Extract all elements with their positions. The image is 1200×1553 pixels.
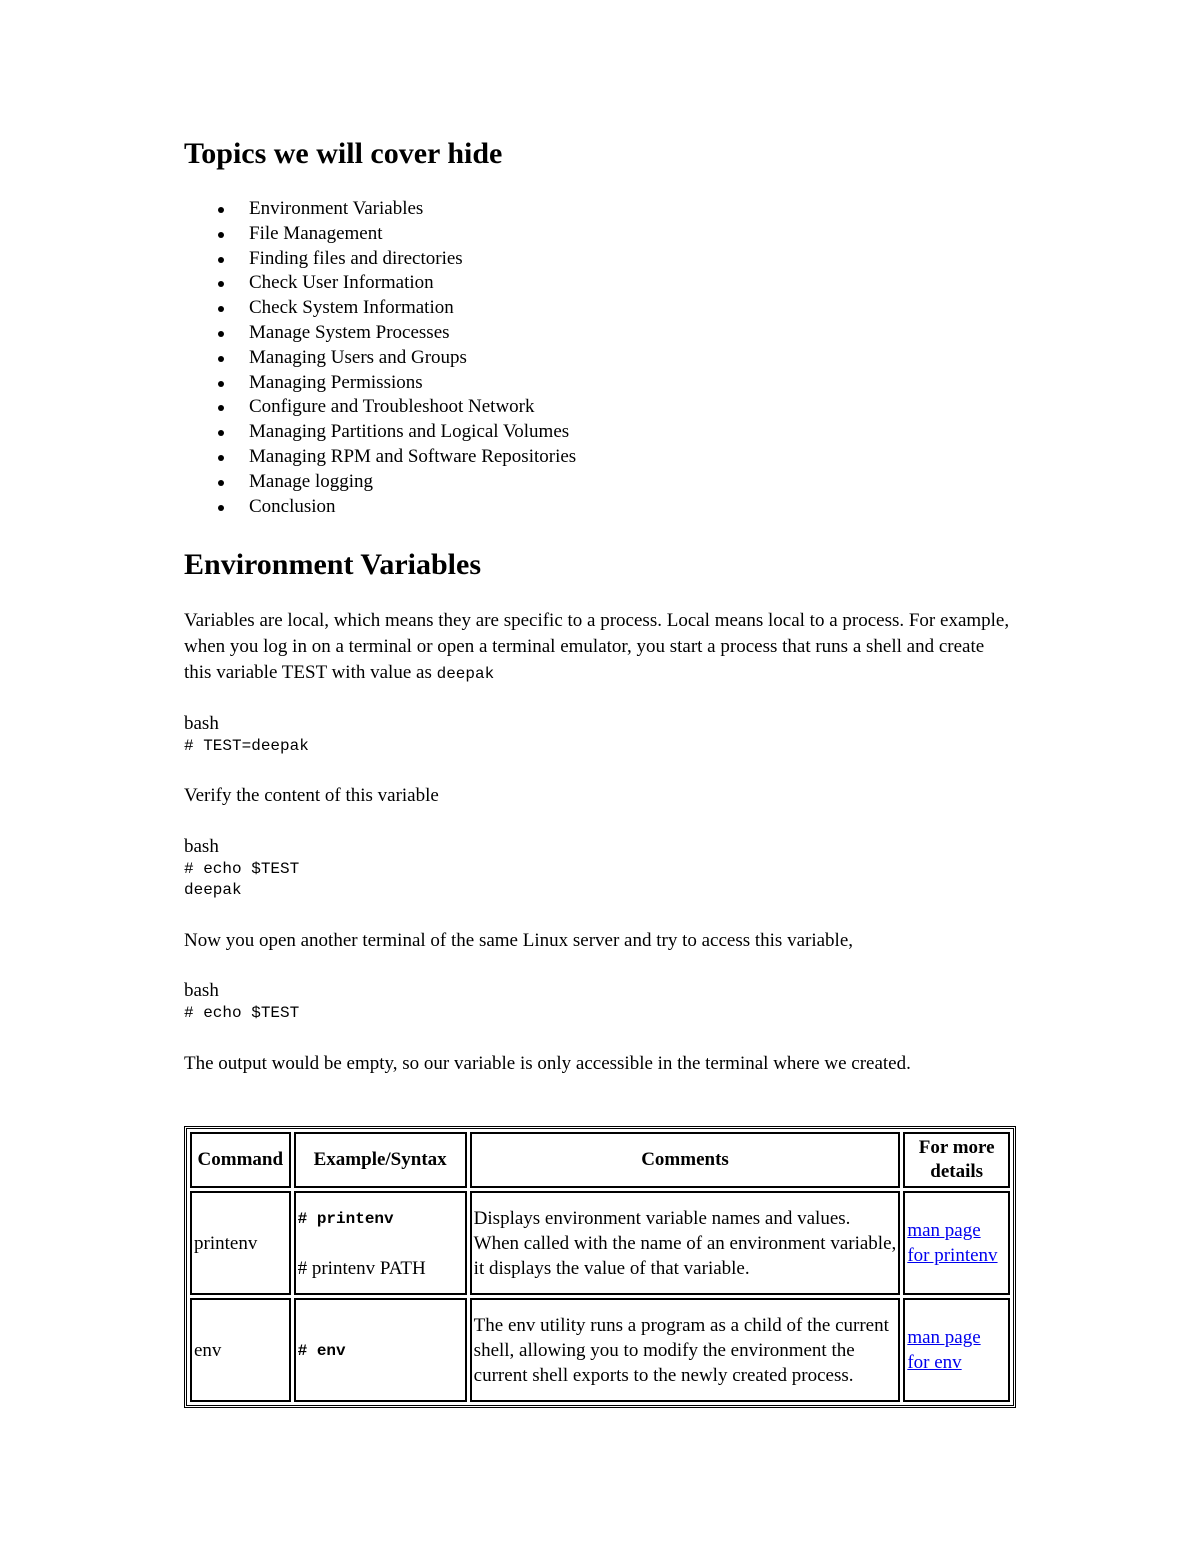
code-line: # echo $TEST xyxy=(184,1004,300,1022)
command-cell: env xyxy=(190,1298,291,1402)
header-command: Command xyxy=(190,1132,291,1188)
topics-list xyxy=(184,197,576,519)
comments-cell: The env utility runs a program as a child of the current shell, allowing you to modify the environment the current shell exports to the newly created process. xyxy=(470,1298,901,1402)
example-cell xyxy=(294,1298,467,1402)
topics-heading: Topics we will cover hide xyxy=(184,137,503,170)
details-cell xyxy=(903,1298,1010,1402)
code-language-label: bash xyxy=(184,836,219,857)
list-item: Configure and Troubleshoot Network xyxy=(249,395,576,420)
comments-text: Displays environment variable names and values. xyxy=(473,1207,851,1229)
details-cell xyxy=(903,1191,1010,1295)
env-variables-heading: Environment Variables xyxy=(184,548,481,581)
list-item: Check System Information xyxy=(249,296,576,321)
code-language-label: bash xyxy=(184,980,219,1001)
code-language-label: bash xyxy=(184,713,219,734)
list-item: Managing Permissions xyxy=(249,371,576,396)
list-item: Finding files and directories xyxy=(249,247,576,272)
intro-code: deepak xyxy=(436,665,495,683)
list-item: Check User Information xyxy=(249,271,576,296)
intro-paragraph xyxy=(184,608,1014,687)
list-item: Managing RPM and Software Repositories xyxy=(249,445,576,470)
list-item: Manage System Processes xyxy=(249,321,576,346)
table-row xyxy=(190,1191,1010,1295)
header-details: For more details xyxy=(903,1132,1010,1188)
table-header-row xyxy=(190,1132,1010,1188)
code-line: # TEST=deepak xyxy=(184,737,309,755)
table-row xyxy=(190,1298,1010,1402)
example-bold: # printenv xyxy=(297,1210,394,1228)
list-item: Manage logging xyxy=(249,470,576,495)
comments-text: When called with the name of an environment variable, it displays the value of that variable. xyxy=(473,1232,897,1279)
code-line: deepak xyxy=(184,881,242,899)
another-terminal-paragraph: Now you open another terminal of the same Linux server and try to access this variable, xyxy=(184,930,854,951)
commands-table xyxy=(184,1126,1016,1408)
code-line: # echo $TEST xyxy=(184,860,300,878)
output-note-paragraph: The output would be empty, so our variable is only accessible in the terminal where we created. xyxy=(184,1053,911,1074)
list-item: File Management xyxy=(249,222,576,247)
man-page-link-env[interactable]: man page for env xyxy=(907,1327,981,1373)
example-bold: # env xyxy=(297,1341,346,1360)
code-block-echo-empty xyxy=(184,979,299,1024)
intro-text: Variables are local, which means they are specific to a process. Local means local to a process. For example, when you log in on a terminal or open a terminal emulator, you start a process that runs a shell and create this variable TEST with value as xyxy=(184,610,1010,683)
list-item: Managing Users and Groups xyxy=(249,346,576,371)
comments-cell xyxy=(470,1191,901,1295)
code-block-echo xyxy=(184,835,299,901)
example-cell xyxy=(294,1191,467,1295)
list-item: Managing Partitions and Logical Volumes xyxy=(249,420,576,445)
header-example: Example/Syntax xyxy=(294,1132,467,1188)
man-page-link-printenv[interactable]: man page for printenv xyxy=(907,1220,998,1266)
example-plain: # printenv PATH xyxy=(297,1258,426,1279)
header-comments: Comments xyxy=(470,1132,901,1188)
code-block-assign xyxy=(184,712,309,757)
list-item: Environment Variables xyxy=(249,197,576,222)
verify-paragraph: Verify the content of this variable xyxy=(184,785,439,806)
list-item: Conclusion xyxy=(249,495,576,520)
command-cell: printenv xyxy=(190,1191,291,1295)
